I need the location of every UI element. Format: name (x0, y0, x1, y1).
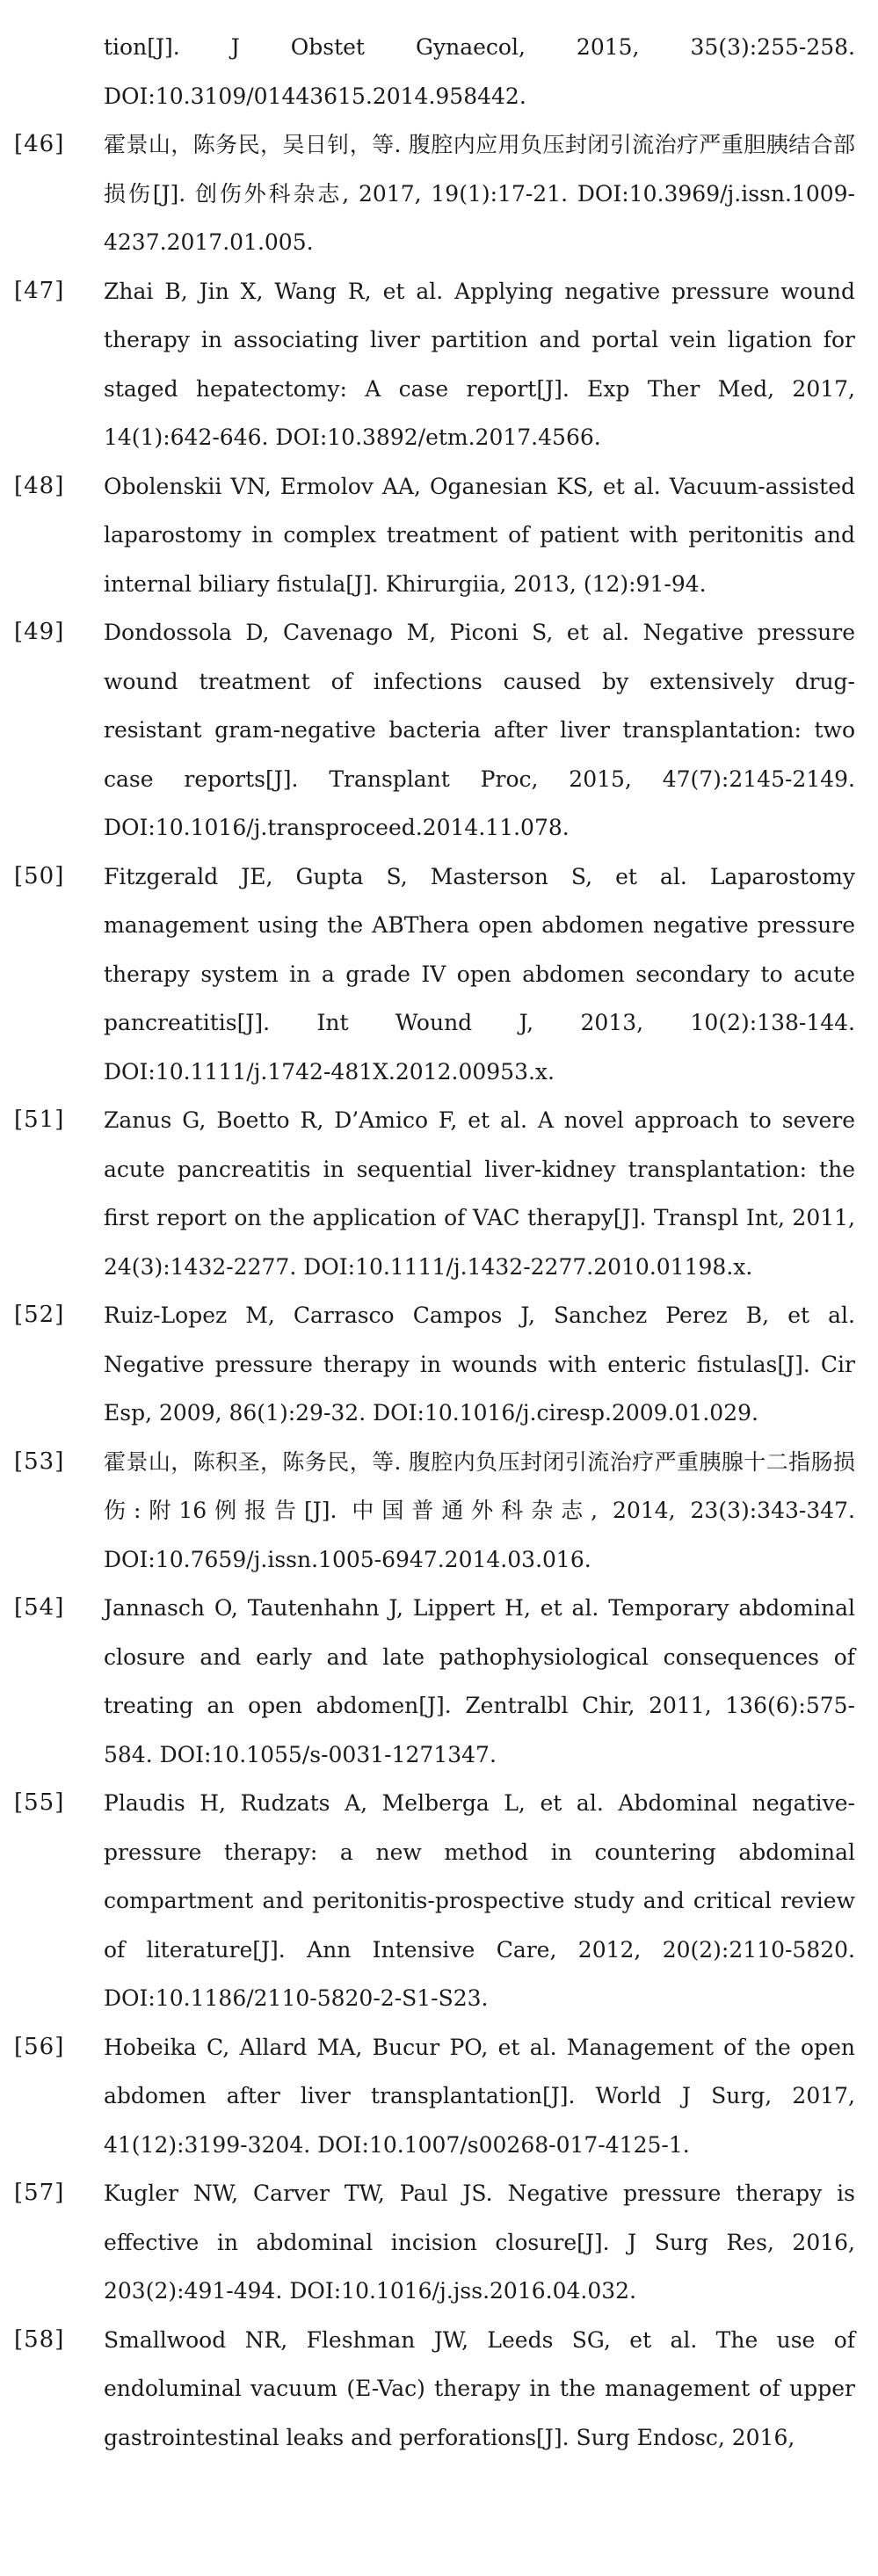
reference-item-52 (0, 1291, 878, 1438)
reference-text: Zhai B, Jin X, Wang R, et al. Applying negative pressure wound therapy in associating liver partition and portal vein ligation for staged hepatectomy: A case report[J]. Exp Ther Med, 2017, 14(1):642-646. DOI:10.3892/etm.2017.4566. (104, 278, 855, 450)
reference-item-53 (0, 1438, 878, 1585)
reference-item-46 (0, 120, 878, 267)
reference-number: [48] (14, 472, 65, 499)
reference-item-54 (0, 1584, 878, 1779)
reference-number: [47] (14, 277, 65, 304)
reference-item-continued (0, 23, 878, 120)
reference-item-56 (0, 2023, 878, 2170)
reference-number: [58] (14, 2326, 65, 2353)
reference-number: [51] (14, 1107, 65, 1133)
reference-text: 霍景山，陈积圣，陈务民，等. 腹腔内负压封闭引流治疗严重胰腺十二指肠损伤:附16例报告[J]. 中国普通外科杂志, 2014, 23(3):343-347. DOI:10.7659/j.issn.1005-6947.2014.03.016. (104, 1448, 855, 1572)
reference-item-55 (0, 1779, 878, 2023)
reference-text: Ruiz-Lopez M, Carrasco Campos J, Sanchez Perez B, et al. Negative pressure therapy in wounds with enteric fistulas[J]. Cir Esp, 2009, 86(1):29-32. DOI:10.1016/j.ciresp.2009.01.029. (104, 1303, 855, 1426)
reference-item-47 (0, 267, 878, 462)
reference-text: tion[J]. J Obstet Gynaecol, 2015, 35(3):255-258. DOI:10.3109/01443615.2014.958442. (104, 34, 855, 109)
reference-text: Jannasch O, Tautenhahn J, Lippert H, et al. Temporary abdominal closure and early and late pathophysiological consequences of treating an open abdomen[J]. Zentralbl Chir, 2011, 136(6):575-584. DOI:10.1055/s-0031-1271347. (104, 1595, 855, 1767)
reference-text: Dondossola D, Cavenago M, Piconi S, et al. Negative pressure wound treatment of infections caused by extensively drug-resistant gram-negative bacteria after liver transplantation: two case reports[J]. Transplant Proc, 2015, 47(7):2145-2149. DOI:10.1016/j.transproceed.2014.11.078. (104, 620, 855, 840)
reference-text: Kugler NW, Carver TW, Paul JS. Negative pressure therapy is effective in abdominal incision closure[J]. J Surg Res, 2016, 203(2):491-494. DOI:10.1016/j.jss.2016.04.032. (104, 2181, 855, 2304)
reference-number: [50] (14, 862, 65, 889)
reference-text: Obolenskii VN, Ermolov AA, Oganesian KS, et al. Vacuum-assisted laparostomy in complex treatment of patient with peritonitis and internal biliary fistula[J]. Khirurgiia, 2013, (12):91-94. (104, 473, 855, 597)
reference-item-58 (0, 2316, 878, 2463)
reference-text: Plaudis H, Rudzats A, Melberga L, et al. Abdominal negative-pressure therapy: a new method in countering abdominal compartment and peritonitis-prospective study and critical review of literature[J]. Ann Intensive Care, 2012, 20(2):2110-5820. DOI:10.1186/2110-5820-2-S1-S23. (104, 1790, 855, 2011)
reference-item-50 (0, 853, 878, 1097)
reference-number: [54] (14, 1594, 65, 1621)
reference-text: Hobeika C, Allard MA, Bucur PO, et al. Management of the open abdomen after liver transplantation[J]. World J Surg, 2017, 41(12):3199-3204. DOI:10.1007/s00268-017-4125-1. (104, 2034, 855, 2158)
reference-number: [46] (14, 131, 65, 157)
reference-number: [53] (14, 1448, 65, 1475)
reference-item-57 (0, 2169, 878, 2316)
reference-list (0, 23, 878, 2462)
reference-item-48 (0, 462, 878, 609)
reference-number: [49] (14, 619, 65, 645)
reference-number: [52] (14, 1302, 65, 1328)
reference-number: [55] (14, 1789, 65, 1816)
reference-text: Fitzgerald JE, Gupta S, Masterson S, et al. Laparostomy management using the ABThera open abdomen negative pressure therapy system in a grade IV open abdomen secondary to acute pancreatitis[J]. Int Wound J, 2013, 10(2):138-144. DOI:10.1111/j.1742-481X.2012.00953.x. (104, 863, 855, 1085)
reference-text: 霍景山，陈务民，吴日钊，等. 腹腔内应用负压封闭引流治疗严重胆胰结合部损伤[J]. 创伤外科杂志, 2017, 19(1):17-21. DOI:10.3969/j.issn.1009-4237.2017.01.005. (104, 132, 855, 255)
reference-number: [57] (14, 2180, 65, 2206)
reference-number: [56] (14, 2033, 65, 2060)
reference-item-49 (0, 608, 878, 853)
reference-text: Smallwood NR, Fleshman JW, Leeds SG, et al. The use of endoluminal vacuum (E-Vac) therapy in the management of upper gastrointestinal leaks and perforations[J]. Surg Endosc, 2016, (104, 2326, 855, 2450)
reference-item-51 (0, 1096, 878, 1291)
reference-text: Zanus G, Boetto R, D’Amico F, et al. A novel approach to severe acute pancreatitis in sequential liver-kidney transplantation: the first report on the application of VAC therapy[J]. Transpl Int, 2011, 24(3):1432-2277. DOI:10.1111/j.1432-2277.2010.01198.x. (104, 1107, 855, 1280)
